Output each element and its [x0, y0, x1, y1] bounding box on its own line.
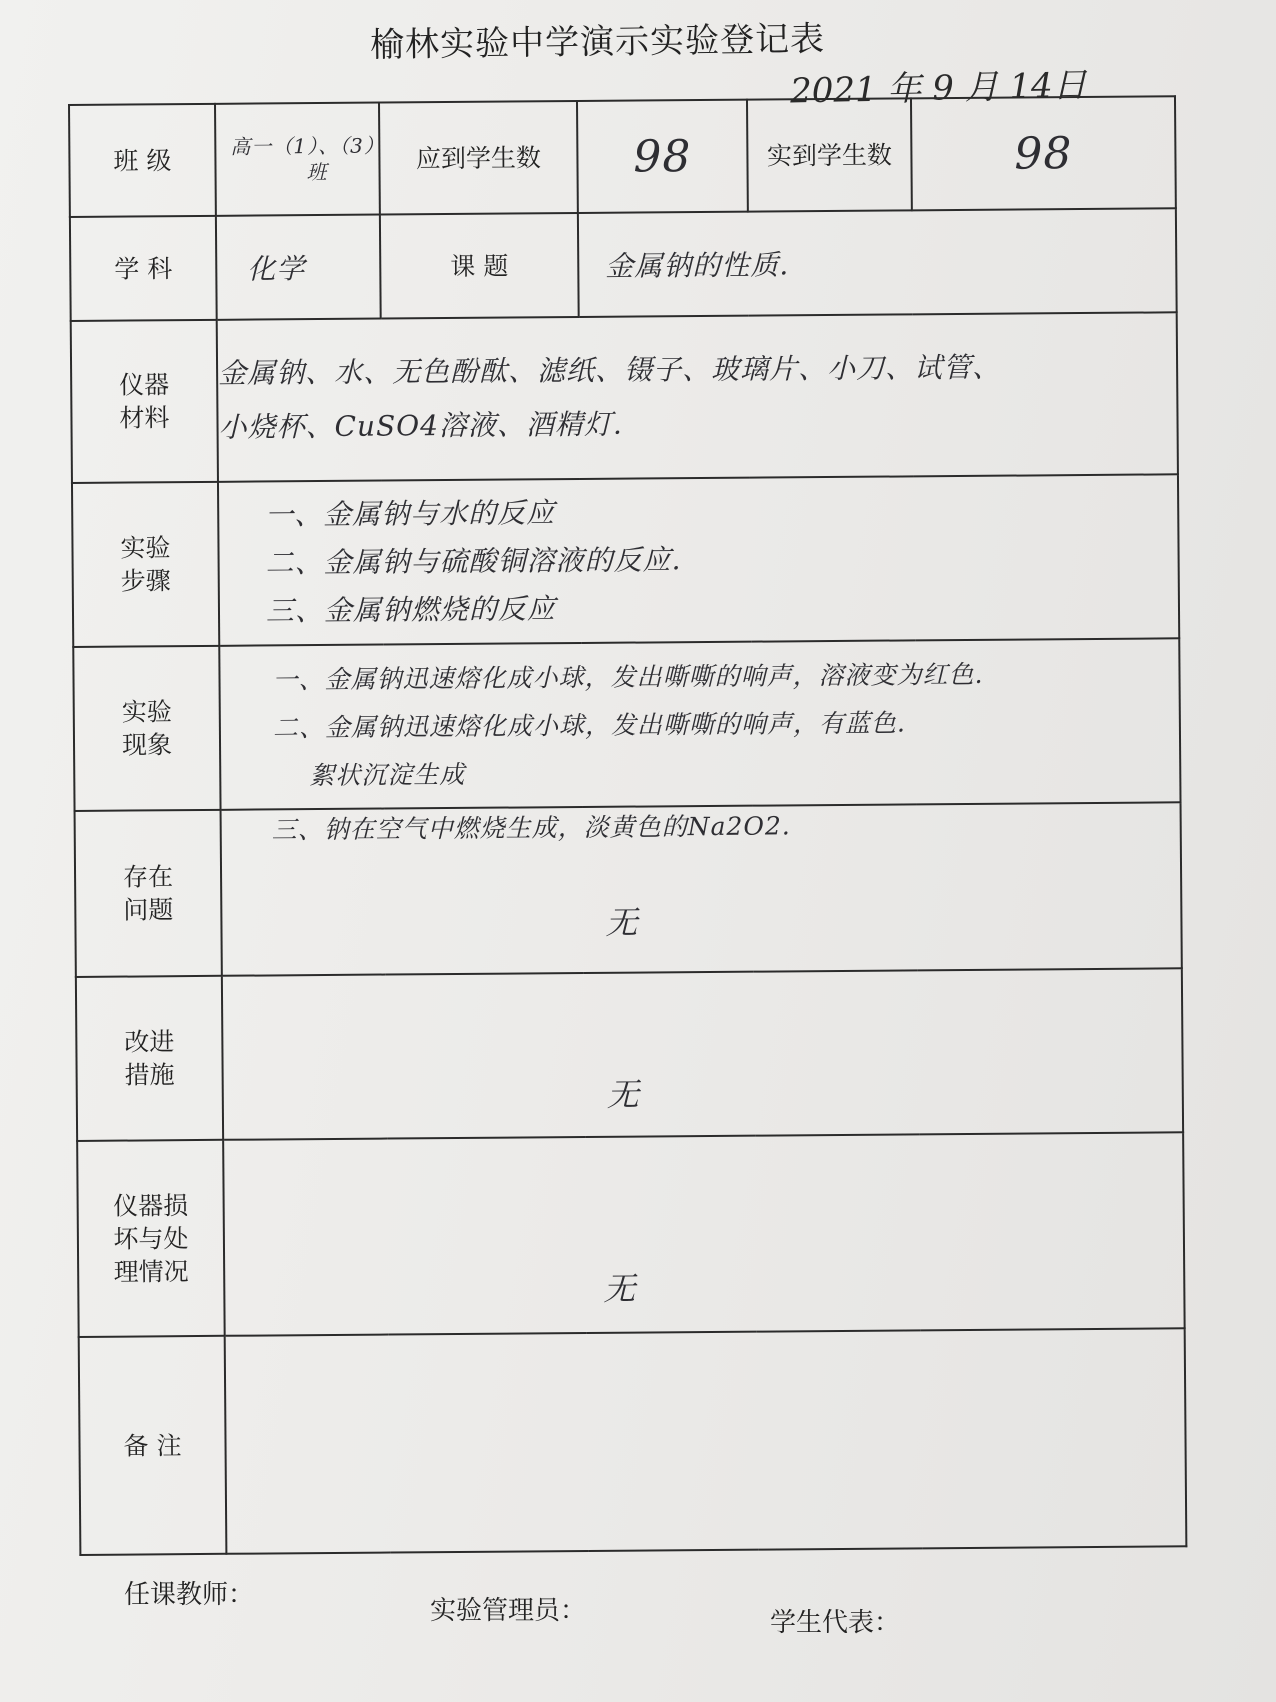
- value-phenomena: [219, 638, 1180, 810]
- value-class-line2: 班: [306, 159, 328, 185]
- signature-student: 学生代表：: [770, 1608, 901, 1638]
- value-materials: [217, 312, 1178, 482]
- phenomena-line: 一、金属钠迅速熔化成小球，发出嘶嘶的响声，溶液变为红色.: [272, 659, 984, 695]
- label-phenomena-line1: 实验: [121, 697, 172, 727]
- label-damage: [77, 1140, 225, 1337]
- registration-form: [68, 95, 1185, 1556]
- step-line: 三、金属钠燃烧的反应: [265, 592, 557, 628]
- label-phenomena-line2: 现象: [121, 730, 173, 760]
- step-line: 二、金属钠与硫酸铜溶液的反应.: [265, 543, 682, 580]
- label-steps: [72, 482, 219, 647]
- problems-value: 无: [605, 903, 638, 942]
- form-title: 榆林实验中学演示实验登记表: [369, 19, 826, 66]
- label-class: 班 级: [69, 104, 216, 217]
- value-class: [215, 103, 385, 216]
- label-damage-line2: 坏与处: [113, 1223, 189, 1254]
- value-expected: 98: [577, 100, 748, 213]
- value-damage: [223, 1132, 1185, 1336]
- step-line: 一、金属钠与水的反应: [265, 496, 556, 532]
- value-steps: [218, 474, 1179, 646]
- value-actual: 98: [911, 96, 1176, 210]
- value-subject: 化学: [216, 215, 381, 320]
- signature-teacher: 任课教师：: [124, 1580, 255, 1610]
- label-remarks: 备 注: [79, 1336, 227, 1555]
- label-improve-line2: 措施: [124, 1060, 175, 1090]
- phenomena-line: 絮状沉淀生成: [309, 759, 466, 791]
- label-topic: 课 题: [380, 213, 579, 319]
- materials-line: 金属钠、水、无色酚酞、滤纸、镊子、玻璃片、小刀、试管、: [217, 350, 1002, 390]
- value-class-line1: 高一（1）、（3）: [230, 133, 385, 159]
- value-topic: 金属钠的性质.: [578, 208, 1177, 317]
- signature-admin: 实验管理员：: [430, 1596, 587, 1626]
- label-problems: [75, 810, 222, 977]
- label-materials: [71, 320, 218, 483]
- label-actual: 实到学生数: [747, 98, 912, 211]
- form-table: [68, 95, 1187, 1556]
- label-phenomena: [73, 646, 220, 811]
- label-expected: 应到学生数: [379, 101, 578, 215]
- label-materials-line1: 仪器: [119, 370, 170, 400]
- value-problems: [221, 802, 1182, 976]
- phenomena-line: 二、金属钠迅速熔化成小球，发出嘶嘶的响声，有蓝色.: [272, 708, 906, 743]
- label-steps-line1: 实验: [120, 533, 171, 563]
- label-improve-line1: 改进: [124, 1027, 175, 1057]
- value-improve: [222, 968, 1183, 1140]
- label-problems-line1: 存在: [122, 862, 174, 892]
- label-improve: [76, 976, 223, 1141]
- materials-line: 小烧杯、CuSO4溶液、酒精灯.: [218, 407, 623, 444]
- damage-value: 无: [603, 1269, 636, 1308]
- label-problems-line2: 问题: [123, 895, 174, 925]
- improve-value: 无: [606, 1075, 639, 1114]
- label-subject: 学 科: [70, 216, 217, 321]
- label-damage-line1: 仪器损: [113, 1190, 189, 1221]
- form-date: 2021 年 9 月 14日: [789, 65, 1088, 112]
- phenomena-line: 三、钠在空气中燃烧生成，淡黄色的Na2O2.: [271, 811, 791, 845]
- value-remarks: [225, 1328, 1187, 1554]
- label-damage-line3: 理情况: [113, 1256, 189, 1287]
- label-steps-line2: 步骤: [120, 566, 171, 596]
- label-materials-line2: 材料: [119, 403, 170, 433]
